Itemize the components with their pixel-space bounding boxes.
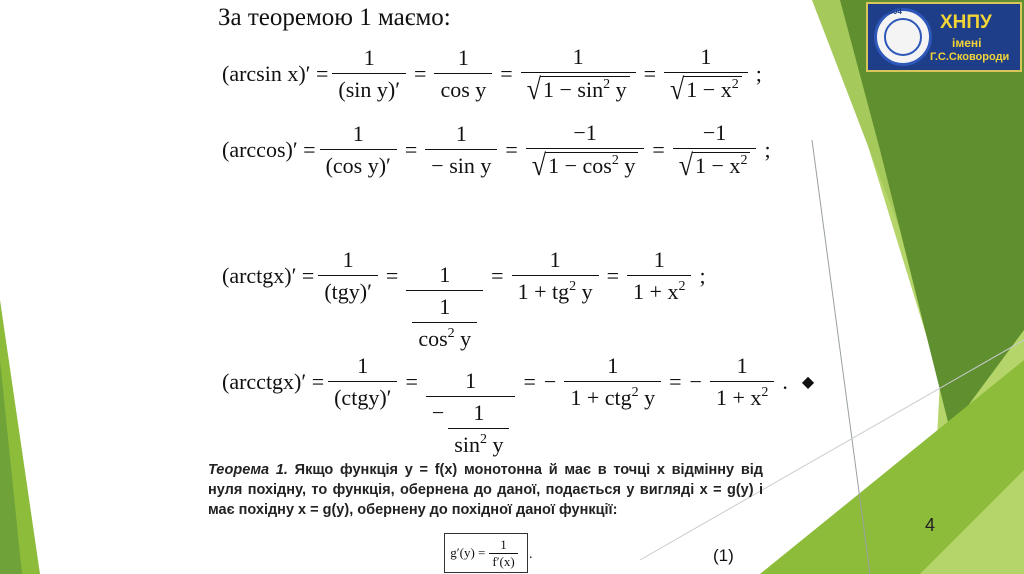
fraction: −1 √ $1 - x^2$ [673,120,757,180]
fraction: $\frac{1}{\text{(cos y)′}}$ [320,121,397,179]
theorem-label: Теорема 1. [208,462,288,478]
equation-number: (1) [713,546,734,565]
theorem-body: Якщо функція y = f(x) монотонна й має в точці x відмінну від нуля похідну, то функція, обернена до даної, подається у вигляді x = g(y) і має похідну x = g(y), обернену до похідної даної функції: [208,462,763,518]
logo-title: ХНПУ [940,12,992,33]
formula-lhs: (arctgx)′ = [222,263,315,288]
formula-arccos: (arccos)′ = $\frac{1}{\text{(cos y)′}}$ = $\frac{1}{\text{− sin y}}$ = −1 √ $1 - \cos^2 y$ = −1 √ $1 - x^2$ ; [222,120,771,183]
formula-lhs: (arccos)′ = [222,137,316,162]
boxed-formula: g′(y) = $\frac{1}{f'(x)}$ [444,533,528,573]
university-logo [866,2,1022,72]
fraction: $\frac{1}{1 + ctg^2 y}$ [564,353,661,411]
logo-name: Г.С.Сковороди [930,51,1010,63]
fraction: 1 √ $1 - x^2$ [664,44,748,104]
formula-arctg: (arctgx)′ = $\frac{1}{\text{(tgy)′}}$ = $\frac{1}{\frac{1}{\cos^2 y}}$ = $\frac{1}{1 + tg^2 y}$ = $\frac{1}{1 + x^2}$ ; [222,247,706,351]
boxed-formula-dot: . [529,547,533,562]
fraction: $\frac{1}{1 + x^2}$ [710,353,774,411]
formula-arcctg: (arcctgx)′ = $\frac{1}{\text{(ctgy)′}}$ = 1 − $\frac{1}{\sin^2 y}$ = − $\frac{1}{1 + ctg^2 y}$ = − $\frac{1}{1 + x^2}$ . ◆ [222,353,815,457]
formula-lhs: (arcctgx)′ = [222,369,325,394]
qed-diamond-icon: ◆ [801,374,815,391]
logo-seal-icon [874,8,932,66]
logo-subtitle: імені [952,36,982,50]
fraction: 1 − $\frac{1}{\sin^2 y}$ [426,368,516,458]
fraction: $\frac{1}{\text{(tgy)′}}$ [318,247,378,305]
slide-heading: За теоремою 1 маємо: [218,4,451,31]
fraction: $\frac{1}{\text{(sin y)′}}$ [332,45,406,103]
fraction: $\frac{1}{\text{− sin y}}$ [425,121,497,179]
fraction: $\frac{1}{\text{cos y}}$ [434,45,492,103]
formula-lhs: (arcsin x)′ = [222,61,329,86]
fraction: $\frac{1}{\text{(ctgy)′}}$ [328,353,397,411]
fraction: $\frac{1}{1 + x^2}$ [627,247,691,305]
fraction: −1 √ $1 - \cos^2 y$ [526,120,645,180]
page-number: 4 [925,515,936,535]
fraction: $\frac{1}{f'(x)}$ [489,537,517,570]
fraction: $\frac{1}{\frac{1}{\cos^2 y}}$ [406,262,483,352]
fraction: $\frac{1}{1 + tg^2 y}$ [512,247,599,305]
logo-year: 1804 [884,7,902,16]
formula-arcsin: (arcsin x)′ = $\frac{1}{\text{(sin y)′}}$ = $\frac{1}{\text{cos y}}$ = 1 √ $1 - \sin^2 y$ = 1 √ $1 - x^2$ ; [222,44,762,107]
fraction: 1 √ $1 - \sin^2 y$ [521,44,636,104]
theorem-text [208,460,763,520]
